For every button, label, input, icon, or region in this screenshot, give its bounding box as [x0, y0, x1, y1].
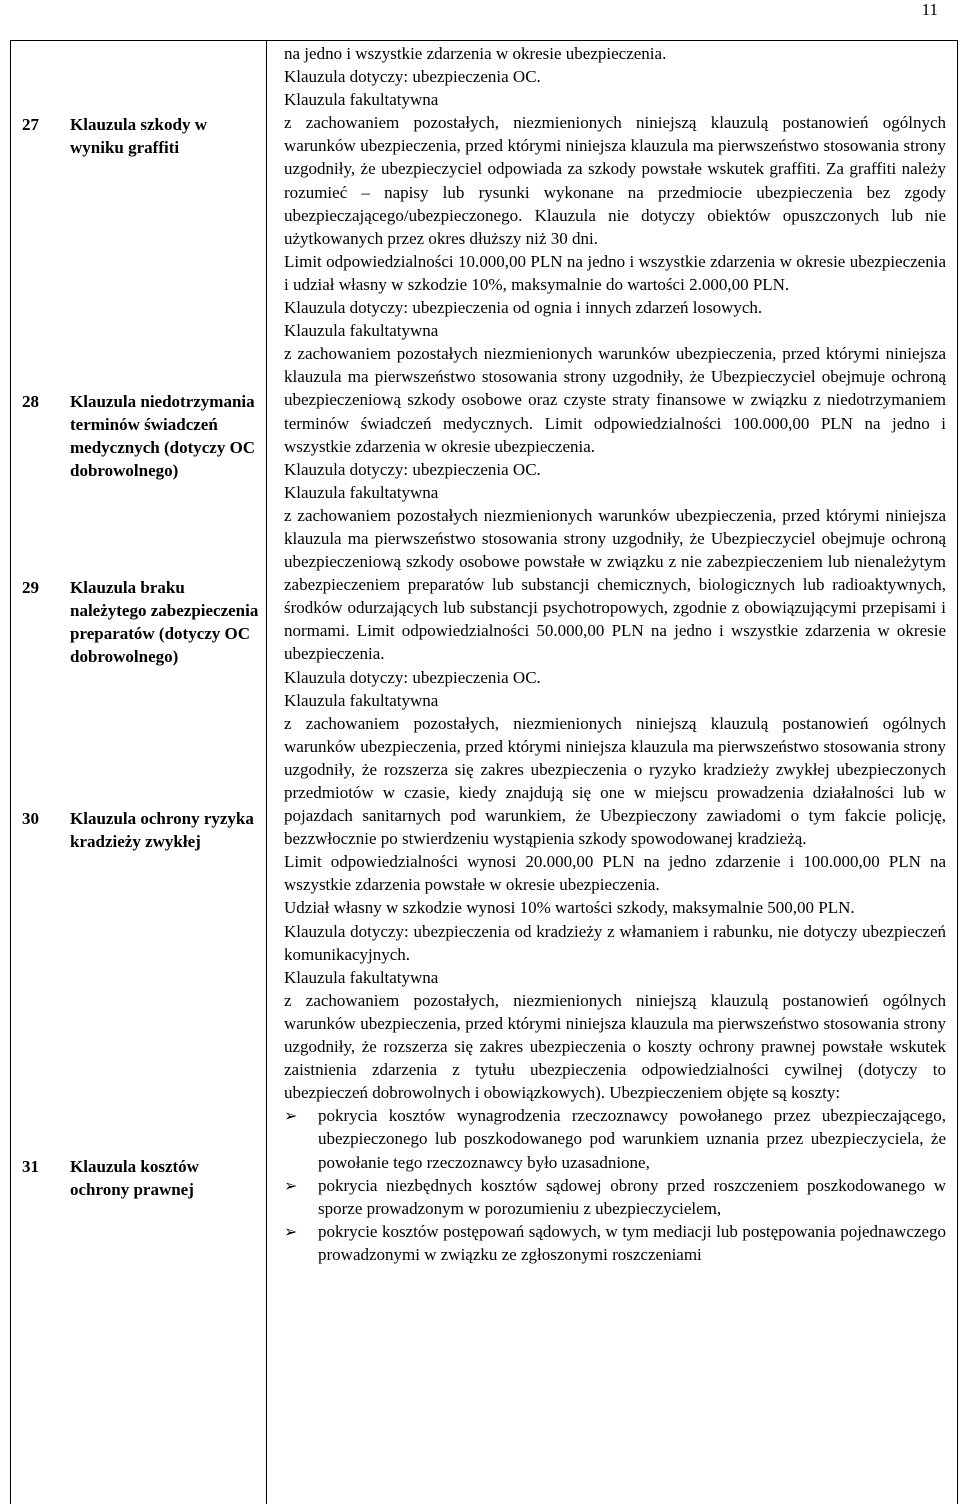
clause-type: Klauzula fakultatywna — [284, 321, 439, 341]
clause-contents — [284, 42, 946, 1266]
clause-title: Klauzula braku należytego zabezpieczenia preparatów (dotyczy OC dobrowolnego) — [70, 578, 259, 666]
cost-list — [284, 1104, 946, 1266]
clause-type: Klauzula fakultatywna — [284, 967, 439, 987]
clause-title: Klauzula niedotrzymania terminów świadczeń medycznych (dotyczy OC dobrowolnego) — [70, 392, 256, 480]
clause-number: 31 — [22, 1157, 39, 1176]
arrow-bullet-icon: ➢ — [284, 1106, 298, 1126]
clause-scope: Klauzula dotyczy: ubezpieczenia od ognia i innych zdarzeń losowych. — [284, 298, 763, 318]
list-item-text: pokrycia niezbędnych kosztów sądowej obrony przed roszczeniem poszkodowanego w sporze prowadzonym w porozumieniu z ubezpieczycielem, — [318, 1175, 946, 1218]
paragraph: Limit odpowiedzialności 10.000,00 PLN na jedno i wszystkie zdarzenia w okresie ubezpieczenia i udział własny w szkodzie 10%, maksymalnie do wartości 2.000,00 PLN. — [284, 251, 946, 294]
paragraph: z zachowaniem pozostałych, niezmienionych niniejszą klauzulą postanowień ogólnych warunków ubezpieczenia, przed którymi niniejsza klauzula ma pierwszeństwo stosowania strony uzgodniły, że rozszerza się zakres ubezpieczenia o koszty ochrony prawnej powstałe wskutek zaistnienia zdarzenia z tytułu ubezpieczenia odpowiedzialności cywilnej (dotyczy to ubezpieczeń dobrowolnych i obowiązkowych). Ubezpieczeniem objęte są koszty: — [284, 990, 946, 1103]
paragraph: z zachowaniem pozostałych, niezmienionych niniejszą klauzulą postanowień ogólnych warunków ubezpieczenia, przed którymi niniejsza klauzula ma pierwszeństwo stosowania strony uzgodniły, że rozszerza się zakres ubezpieczenia o ryzyko kradzieży zwykłej ubezpieczonych przedmiotów w czasie, kiedy znajdują się one w miejscu prowadzenia działalności lub w pojazdach sanitarnych pod warunkiem, że Ubezpieczony zawiadomi o tym fakcie policję, bezzwłocznie po stwierdzeniu wystąpienia szkody spowodowanej kradzieżą. — [284, 713, 946, 849]
clause-type: Klauzula fakultatywna — [284, 690, 439, 710]
clause-number: 29 — [22, 578, 39, 597]
paragraph: Limit odpowiedzialności wynosi 20.000,00 PLN na jedno zdarzenie i 100.000,00 PLN na wszystkie zdarzenia powstałe w okresie ubezpieczenia. — [284, 852, 946, 895]
paragraph: na jedno i wszystkie zdarzenia w okresie ubezpieczenia. — [284, 44, 667, 63]
clause-title: Klauzula kosztów ochrony prawnej — [70, 1157, 199, 1199]
list-item — [284, 1104, 946, 1173]
clause-scope: Klauzula dotyczy: ubezpieczenia od kradzieży z włamaniem i rabunku, nie dotyczy ubezpieczeń komunikacyjnych. — [284, 921, 946, 964]
paragraph: Udział własny w szkodzie wynosi 10% wartości szkody, maksymalnie 500,00 PLN. — [284, 898, 855, 918]
paragraph: z zachowaniem pozostałych, niezmienionych niniejszą klauzulą postanowień ogólnych warunków ubezpieczenia, przed którymi niniejsza klauzula ma pierwszeństwo stosowania strony uzgodniły, że ubezpieczyciel odpowiada za szkody powstałe wskutek graffiti. Za graffiti należy rozumieć – napisy lub rysunki wykonane na przedmiocie ubezpieczenia bez zgody ubezpieczającego/ubezpieczonego. Klauzula nie dotyczy obiektów opuszczonych lub nie użytkowanych przez okres dłuższy niż 30 dni. — [284, 113, 946, 248]
paragraph: z zachowaniem pozostałych niezmienionych warunków ubezpieczenia, przed którymi niniejsza klauzula ma pierwszeństwo stosowania strony uzgodniły, że Ubezpieczyciel obejmuje ochroną ubezpieczeniową szkody osobowe powstałe w związku z nie zabezpieczeniem lub nienależytym zabezpieczeniem preparatów lub substancji chemicznych, biologicznych lub radioaktywnych, środków odurzających lub substancji psychotropowych, zgodnie z obowiązującymi przepisami i normami. Limit odpowiedzialności 50.000,00 PLN na jedno i wszystkie zdarzenia w okresie ubezpieczenia. — [284, 505, 946, 664]
clause-number: 27 — [22, 115, 39, 134]
clause-scope: Klauzula dotyczy: ubezpieczenia OC. — [284, 667, 541, 687]
clause-number: 28 — [22, 392, 39, 411]
clause-number: 30 — [22, 809, 39, 828]
clause-title: Klauzula ochrony ryzyka kradzieży zwykłej — [70, 809, 254, 851]
clause-title: Klauzula szkody w wyniku graffiti — [70, 115, 207, 157]
list-item — [284, 1220, 946, 1266]
paragraph: z zachowaniem pozostałych niezmienionych warunków ubezpieczenia, przed którymi niniejsza klauzula ma pierwszeństwo stosowania strony uzgodniły, że Ubezpieczyciel obejmuje ochroną ubezpieczeniową szkody osobowe oraz czyste straty finansowe w związku z niedotrzymaniem terminów świadczeń medycznych. Limit odpowiedzialności 100.000,00 PLN na jedno i wszystkie zdarzenia w okresie ubezpieczenia. — [284, 344, 946, 456]
arrow-bullet-icon: ➢ — [284, 1175, 298, 1195]
clause-type: Klauzula fakultatywna — [284, 482, 439, 502]
arrow-bullet-icon: ➢ — [284, 1221, 298, 1241]
list-item-text: pokrycie kosztów postępowań sądowych, w tym mediacji lub postępowania pojednawczego prowadzonymi w związku ze zgłoszonymi roszczeniami — [318, 1221, 946, 1264]
page-number: 11 — [921, 0, 938, 19]
clause-scope: Klauzula dotyczy: ubezpieczenia OC. — [284, 459, 541, 479]
clause-type: Klauzula fakultatywna — [284, 90, 439, 110]
list-item — [284, 1174, 946, 1220]
list-item-text: pokrycia kosztów wynagrodzenia rzeczoznawcy powołanego przez ubezpieczającego, ubezpieczonego lub poszkodowanego pod warunkiem uznania przez ubezpieczyciela, że powołanie tego rzeczoznawcy było uzasadnione, — [318, 1106, 946, 1172]
column-divider — [266, 40, 267, 1504]
clause-scope: Klauzula dotyczy: ubezpieczenia OC. — [284, 67, 541, 87]
